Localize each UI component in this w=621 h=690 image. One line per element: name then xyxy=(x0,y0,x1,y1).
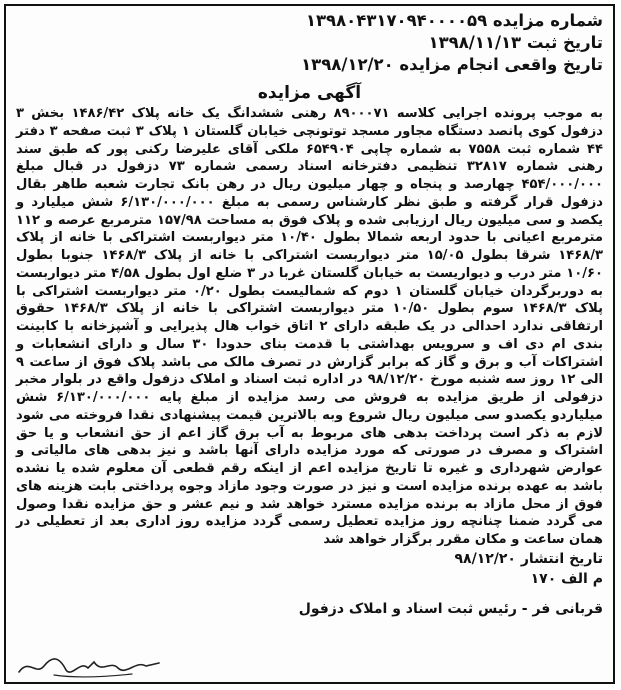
notice-title: آگهی مزایده xyxy=(257,83,362,103)
notice-body-paragraph: به موجب پرونده اجرایی کلاسه ۸۹۰۰۰۷۱ رهنی ششدانگ یک خانه پلاک ۱۴۸۶/۴۲ بخش ۳ دزفول کوی پانصد دستگاه مجاور مسجد توتونچی خیابان گلستان ۱ پلاک ۳ ثبت صفحه ۳ دفتر ۴۴ شماره ثبت ۷۵۵۸ به شماره چاپی ۶۵۴۹۰۴ ملکی آقای علیرضا رکنی پور که طبق سند رهنی شماره ۳۲۸۱۷ تنظیمی دفترخانه اسناد رسمی شماره ۷۳ دزفول در قبال مبلغ ۴۵۴/۰۰۰/۰۰۰ چهارصد و پنجاه و چهار میلیون ریال در رهن بانک تجارت شعبه طاهر بقال دزفول قرار گرفته و طبق نظر کارشناس رسمی به مبلغ ۶/۱۳۰/۰۰۰/۰۰۰ شش میلیارد و یکصد و سی میلیون ریال ارزیابی شده و پلاک فوق به مساحت ۱۵۷/۹۸ مترمربع عرصه و ۱۱۲ مترمربع اعیانی با حدود اربعه شمالا بطول ۱۰/۴۰ متر دیواربست اشتراکی با خانه از پلاک ۱۴۶۸/۳ شرقا بطول ۱۵/۰۵ متر دیواربست اشتراکی با خانه از پلاک ۱۴۶۸/۳ جنوبا بطول ۱۰/۶۰ متر درب و دیواریست به خیابان گلستان غربا در ۳ ضلع اول بطول ۴/۵۸ متر دیواربست به دوربرگردان خیابان گلستان ۱ دوم که شمالیست بطول ۰/۲۰ متر دیواربست اشتراکی با پلاک ۱۴۶۸/۳ سوم بطول ۱۰/۵۰ متر دیواربست اشتراکی با خانه از پلاک ۱۴۶۸/۳ حقوق ارتفاقی ندارد احدالی در یک طبقه دارای ۲ اتاق خواب هال پذیرایی و آشپزخانه با کابینت بندی ام دی اف و سرویس بهداشتی با قدمت بنای حدودا ۳۰ سال و دارای انشعابات و اشتراکات آب و برق و گاز که برابر گزارش در تصرف مالک می باشد پلاک فوق از ساعت ۹ الی ۱۲ روز سه شنبه مورخ ۹۸/۱۲/۲۰ در اداره ثبت اسناد و املاک دزفول واقع در بلوار مخبر دزفولی از طریق مزایده به فروش می رسد مزایده از مبلغ پایه ۶/۱۳۰/۰۰۰/۰۰۰ شش میلیاردو یکصدو سی میلیون ریال شروع وبه بالاترین قیمت پیشنهادی نقدا فروخته می شود لازم به ذکر است پرداخت بدهی های مربوط به آب برق گاز اعم از حق انشعاب و یا حق اشتراک و مصرف در صورتی که مورد مزایده دارای آنها باشد و نیز بدهی های مالیاتی و عوارض شهرداری و غیره تا تاریخ مزایده اعم از اینکه رقم قطعی آن معلوم شده یا نشده باشد به عهده برنده مزایده است و نیز در صورت وجود مازاد وجوه پرداختی بابت هزینه های فوق از محل مازاد به برنده مزایده مسترد خواهد شد و نیم عشر و حق مزایده نقدا وصول می گردد ضمنا چنانچه روز مزایده تعطیل رسمی گردد مزایده روز اداری بعد از تعطیلی در همان ساعت و مکان مقرر برگزار خواهد شد xyxy=(16,106,604,547)
auction-number: شماره مزایده ۱۳۹۸۰۴۳۱۷۰۹۴۰۰۰۰۵۹ xyxy=(305,11,603,30)
notice-frame xyxy=(4,4,615,684)
notice-code: م الف ۱۷۰ xyxy=(530,570,603,587)
registration-date: تاریخ ثبت ۱۳۹۸/۱۱/۱۳ xyxy=(428,33,603,52)
notice-content xyxy=(16,10,603,619)
handwritten-signature-icon xyxy=(14,654,164,680)
signatory: قربانی فر - رئیس ثبت اسناد و املاک دزفول xyxy=(298,600,603,617)
auction-date: تاریخ واقعی انجام مزایده ۱۳۹۸/۱۲/۲۰ xyxy=(301,55,603,74)
publish-date: تاریخ انتشار ۹۸/۱۲/۲۰ xyxy=(454,550,603,567)
notice-body xyxy=(16,105,603,549)
